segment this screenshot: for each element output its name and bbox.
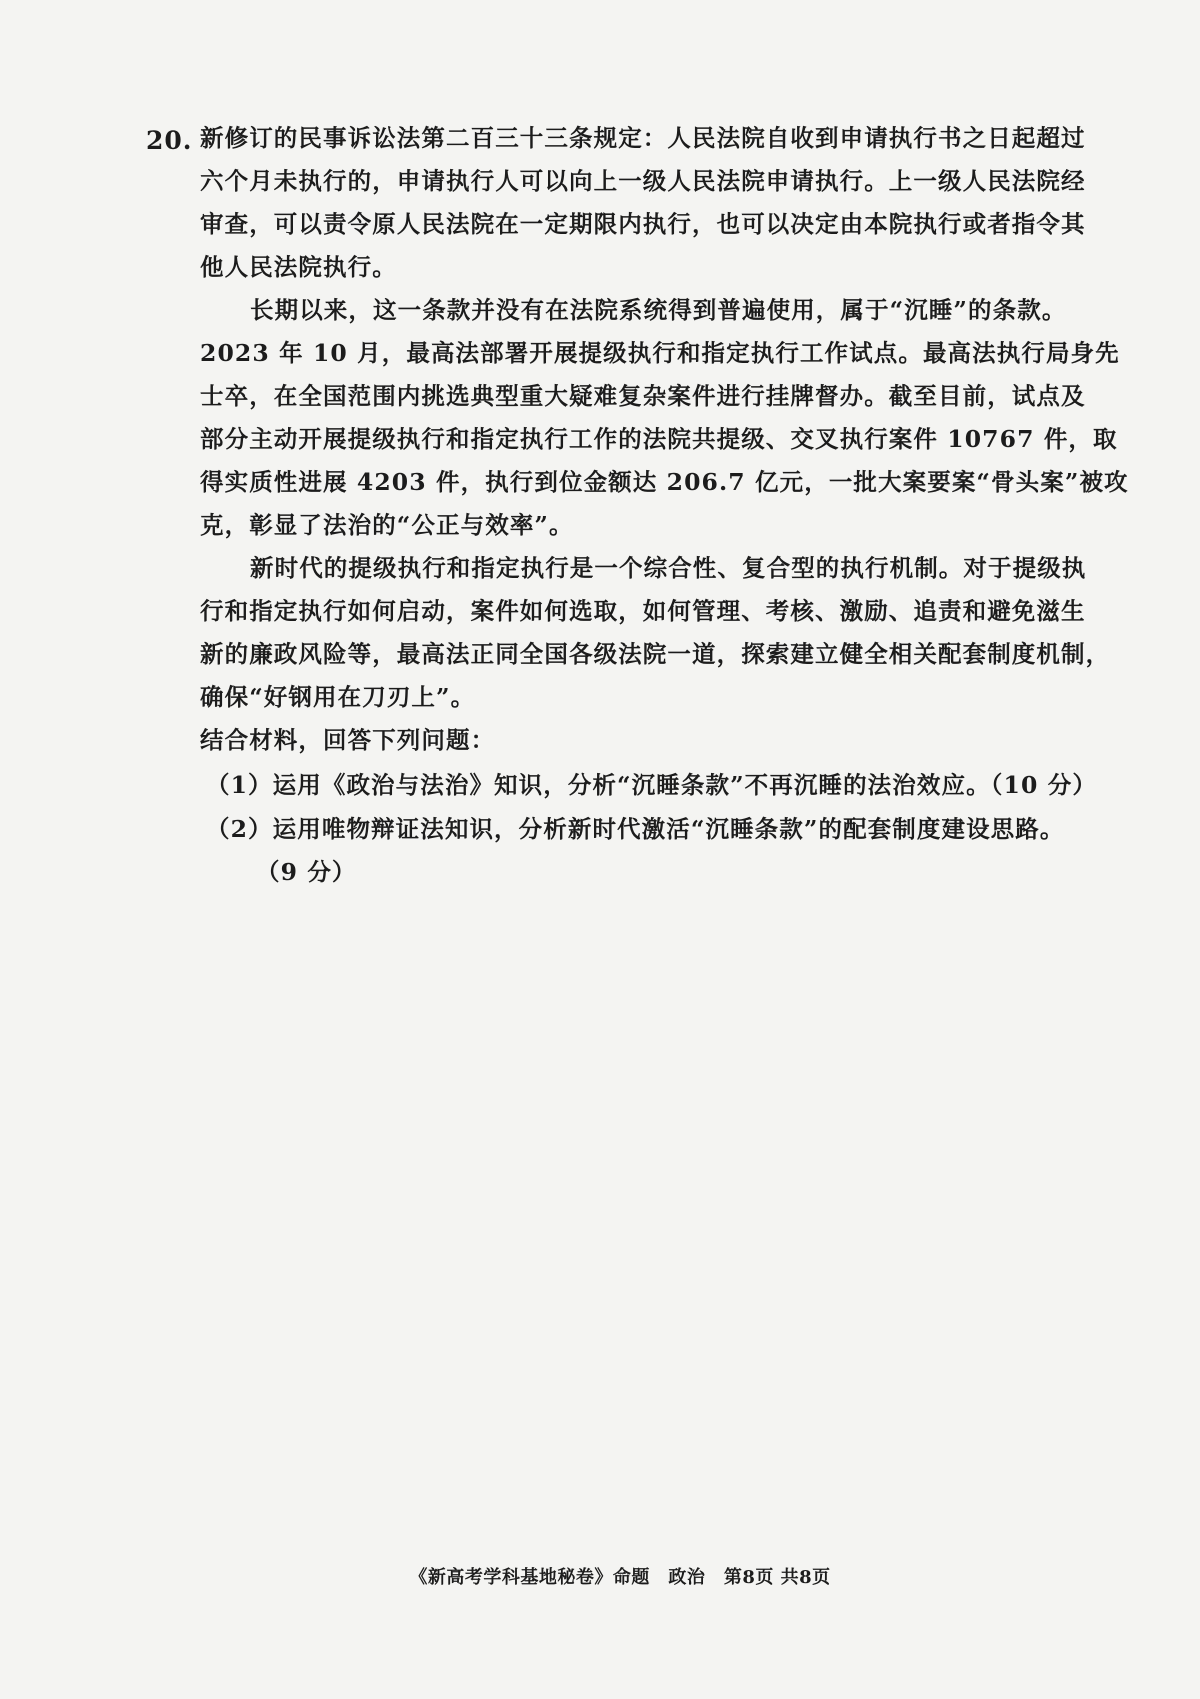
material-line-2: 六个月未执行的，申请执行人可以向上一级人民法院申请执行。上一级人民法院经 bbox=[200, 167, 1086, 195]
instruction-line: 结合材料，回答下列问题： bbox=[200, 726, 496, 754]
material-line-4: 他人民法院执行。 bbox=[200, 253, 397, 281]
material-line-14: 确保“好钢用在刀刃上”。 bbox=[200, 683, 476, 711]
subquestion-2-score: （9 分） bbox=[256, 858, 357, 886]
question-number: 20. bbox=[146, 126, 193, 155]
material-line-9: 得实质性进展 4203 件，执行到位金额达 206.7 亿元，一批大案要案“骨头案”被攻 bbox=[200, 468, 1129, 496]
subquestion-2: （2）运用唯物辩证法知识，分析新时代激活“沉睡条款”的配套制度建设思路。 bbox=[206, 815, 1065, 843]
material-line-6: 2023 年 10 月，最高法部署开展提级执行和指定执行工作试点。最高法执行局身先 bbox=[200, 339, 1120, 367]
material-line-10: 克，彰显了法治的“公正与效率”。 bbox=[200, 511, 574, 539]
material-line-1: 新修订的民事诉讼法第二百三十三条规定：人民法院自收到申请执行书之日起超过 bbox=[200, 124, 1086, 152]
material-line-5: 长期以来，这一条款并没有在法院系统得到普遍使用，属于“沉睡”的条款。 bbox=[250, 296, 1067, 324]
material-line-13: 新的廉政风险等，最高法正同全国各级法院一道，探索建立健全相关配套制度机制， bbox=[200, 640, 1111, 668]
subquestion-1: （1）运用《政治与法治》知识，分析“沉睡条款”不再沉睡的法治效应。（10 分） bbox=[206, 771, 1097, 799]
material-line-7: 士卒，在全国范围内挑选典型重大疑难复杂案件进行挂牌督办。截至目前，试点及 bbox=[200, 382, 1086, 410]
material-line-11: 新时代的提级执行和指定执行是一个综合性、复合型的执行机制。对于提级执 bbox=[250, 554, 1087, 582]
page-footer: 《新高考学科基地秘卷》命题 政治 第8页 共8页 bbox=[409, 1567, 831, 1588]
material-line-12: 行和指定执行如何启动，案件如何选取，如何管理、考核、激励、追责和避免滋生 bbox=[200, 597, 1086, 625]
material-line-3: 审查，可以责令原人民法院在一定期限内执行，也可以决定由本院执行或者指令其 bbox=[200, 210, 1086, 238]
material-line-8: 部分主动开展提级执行和指定执行工作的法院共提级、交叉执行案件 10767 件，取 bbox=[200, 425, 1118, 453]
